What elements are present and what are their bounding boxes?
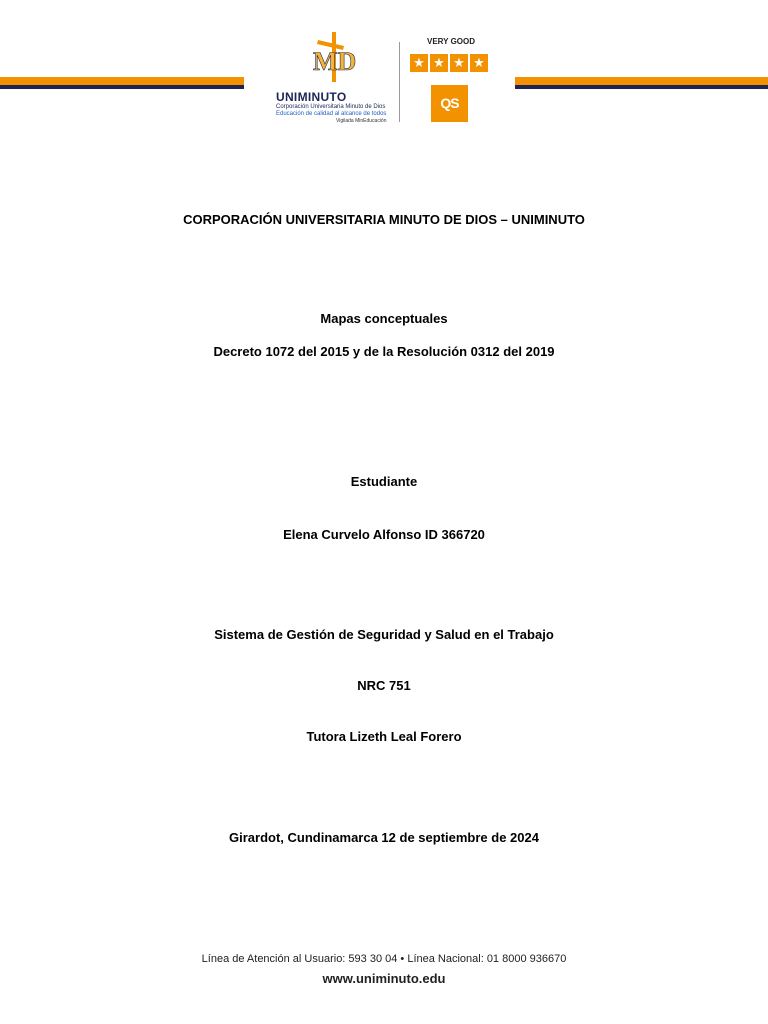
header-stripe-right bbox=[515, 77, 768, 89]
logo-subtitle: Corporación Universitaria Minuto de Dios bbox=[276, 104, 386, 110]
logo-name: UNIMINUTO bbox=[276, 90, 347, 104]
place-date: Girardot, Cundinamarca 12 de septiembre de 2024 bbox=[229, 830, 539, 845]
institution-name: CORPORACIÓN UNIVERSITARIA MINUTO DE DIOS – UNIMINUTO bbox=[183, 212, 585, 227]
logo-divider bbox=[399, 42, 400, 122]
star-icon: ★ bbox=[410, 54, 428, 72]
student-name: Elena Curvelo Alfonso ID 366720 bbox=[283, 527, 485, 542]
rating-stars bbox=[410, 54, 488, 72]
document-title: Mapas conceptuales bbox=[320, 311, 448, 326]
svg-text:MD: MD bbox=[313, 47, 357, 76]
star-icon: ★ bbox=[470, 54, 488, 72]
star-icon: ★ bbox=[450, 54, 468, 72]
footer-website: www.uniminuto.edu bbox=[322, 971, 446, 986]
star-icon: ★ bbox=[430, 54, 448, 72]
course-name: Sistema de Gestión de Seguridad y Salud en el Trabajo bbox=[214, 627, 554, 642]
tutor-name: Tutora Lizeth Leal Forero bbox=[306, 729, 462, 744]
uniminuto-md-logo-icon bbox=[310, 32, 358, 82]
header-logo bbox=[272, 32, 502, 124]
nrc-code: NRC 751 bbox=[357, 678, 411, 693]
document-subtitle: Decreto 1072 del 2015 y de la Resolución 0312 del 2019 bbox=[213, 344, 555, 359]
logo-slogan: Educación de calidad al alcance de todos bbox=[276, 111, 387, 117]
header-stripe-left bbox=[0, 77, 244, 89]
footer-contact: Línea de Atención al Usuario: 593 30 04 • Línea Nacional: 01 8000 936670 bbox=[201, 953, 567, 965]
student-label: Estudiante bbox=[350, 474, 418, 489]
qs-badge: QS bbox=[431, 85, 468, 122]
rating-label: VERY GOOD bbox=[427, 37, 476, 46]
logo-vigilada: Vigilada MinEducación bbox=[336, 118, 387, 124]
